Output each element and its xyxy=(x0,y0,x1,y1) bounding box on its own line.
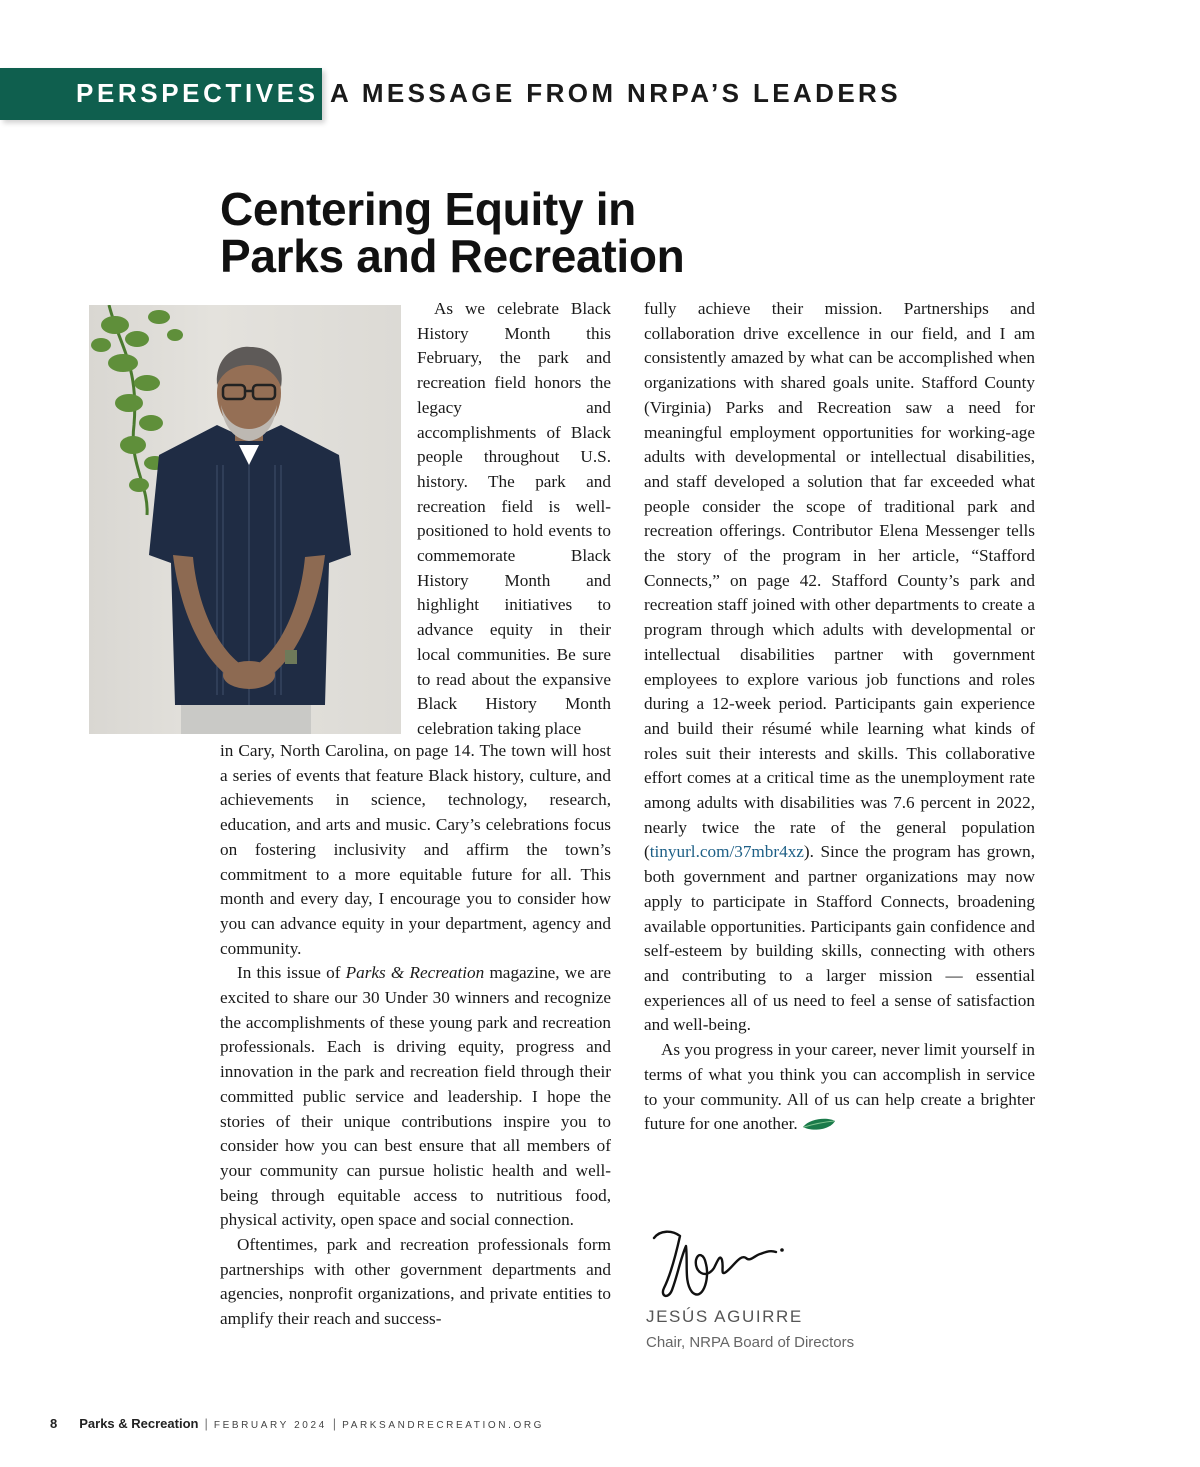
title-line-1: Centering Equity in xyxy=(220,183,636,235)
author-photo-illustration xyxy=(89,305,401,734)
footer-separator: | xyxy=(332,1416,337,1431)
paragraph-2-lead: In this issue of xyxy=(237,963,346,983)
paragraph-3-start: Oftentimes, park and recreation professionals form partnerships with other government departments and agencies, nonprofit organizations, and private entities to amplify their reach and success- xyxy=(220,1235,611,1329)
article-column-left xyxy=(220,739,611,1332)
paragraph-4 xyxy=(644,1038,1035,1137)
article-column-right xyxy=(644,297,1035,1137)
website-url[interactable]: PARKSANDRECREATION.ORG xyxy=(342,1420,545,1431)
issue-date: FEBRUARY 2024 xyxy=(213,1420,327,1431)
leaf-end-icon xyxy=(802,1117,836,1133)
paragraph-2-body: magazine, we are excited to share our 30 Under 30 winners and recognize the accomplishments of these young park and recreation professionals. Each is driving equity, progress and innovation in the park and recreation field through their committed public service and leadership. I hope the stories of their unique contributions inspire you to consider how you can best ensure that all members of your community can pursue holistic health and well-being through equitable access to nutritious food, physical activity, open space and social connection. xyxy=(220,963,611,1230)
source-link[interactable]: tinyurl.com/37mbr4xz xyxy=(649,842,804,862)
author-photo xyxy=(89,305,401,734)
magazine-name: Parks & Recreation xyxy=(79,1416,199,1431)
paragraph-2 xyxy=(220,961,611,1233)
section-subtitle: A MESSAGE FROM NRPA’S LEADERS xyxy=(330,78,901,108)
page-number: 8 xyxy=(50,1416,58,1431)
paragraph-4-text: As you progress in your career, never limit yourself in terms of what you think you can accomplish in service to your community. All of us can help create a brighter future for one another. xyxy=(644,1040,1035,1134)
signature-name: JESÚS AGUIRRE xyxy=(646,1307,803,1326)
page-footer xyxy=(50,1416,544,1431)
article-title xyxy=(220,183,685,282)
paragraph-1-continued: in Cary, North Carolina, on page 14. The town will host a series of events that feature Black history, culture, and achievements in science, technology, research, education, and arts and music. Cary’s celebrations focus on fostering inclusivity and affirm the town’s commitment to a more equitable future for all. This month and every day, I encourage you to consider how you can advance equity in your department, agency and community. xyxy=(220,741,611,958)
article-column-intro xyxy=(417,297,611,742)
section-label: PERSPECTIVES xyxy=(76,78,319,108)
signature-image xyxy=(650,1220,790,1302)
paragraph-1-intro: As we celebrate Black History Month this February, the park and recreation field honors the legacy and accomplishments of Black people throughout U.S. history. The park and recreation field is well-positioned to hold events to commemorate Black History Month and highlight initiatives to advance equity in their local communities. Be sure to read about the expansive Black History Month celebration taking place xyxy=(417,299,611,738)
magazine-title: Parks & Recreation xyxy=(345,963,485,983)
signature-role: Chair, NRPA Board of Directors xyxy=(646,1334,855,1351)
paragraph-3-end: ). Since the program has grown, both government and partner organizations may now apply to participate in Stafford Connects, broadening available opportunities. Participants gain confidence and self-esteem by building skills, connecting with others and contributing to a larger mission — essential experiences all of us need to feel a sense of satisfaction and well-being. xyxy=(644,842,1035,1035)
footer-separator: | xyxy=(204,1416,208,1431)
paragraph-3-continued xyxy=(644,297,1035,1038)
title-line-2: Parks and Recreation xyxy=(220,230,685,282)
paragraph-3-body: fully achieve their mission. Partnerships and collaboration drive excellence in our field, and I am consistently amazed by what can be accomplished when organizations with shared goals unite. Stafford County (Virginia) Parks and Recreation saw a need for meaningful employment opportunities for working-age adults with developmental or intellectual disabilities, and staff developed a solution that far exceeded what people consider the scope of traditional park and recreation offerings. Contributor Elena Messenger tells the story of the program in her article, “Stafford Connects,” on page 42. Stafford County’s park and recreation staff joined with other departments to create a program through which adults with developmental or intellectual disabilities partner with government employees to explore various job functions and roles during a 12-week period. Participants gain experience and build their résumé while learning what kinds of roles suit their interests and skills. This collaborative effort comes at a critical time as the unemployment rate among adults with disabilities was 7.6 percent in 2022, nearly twice the rate of the general population ( xyxy=(644,299,1035,862)
